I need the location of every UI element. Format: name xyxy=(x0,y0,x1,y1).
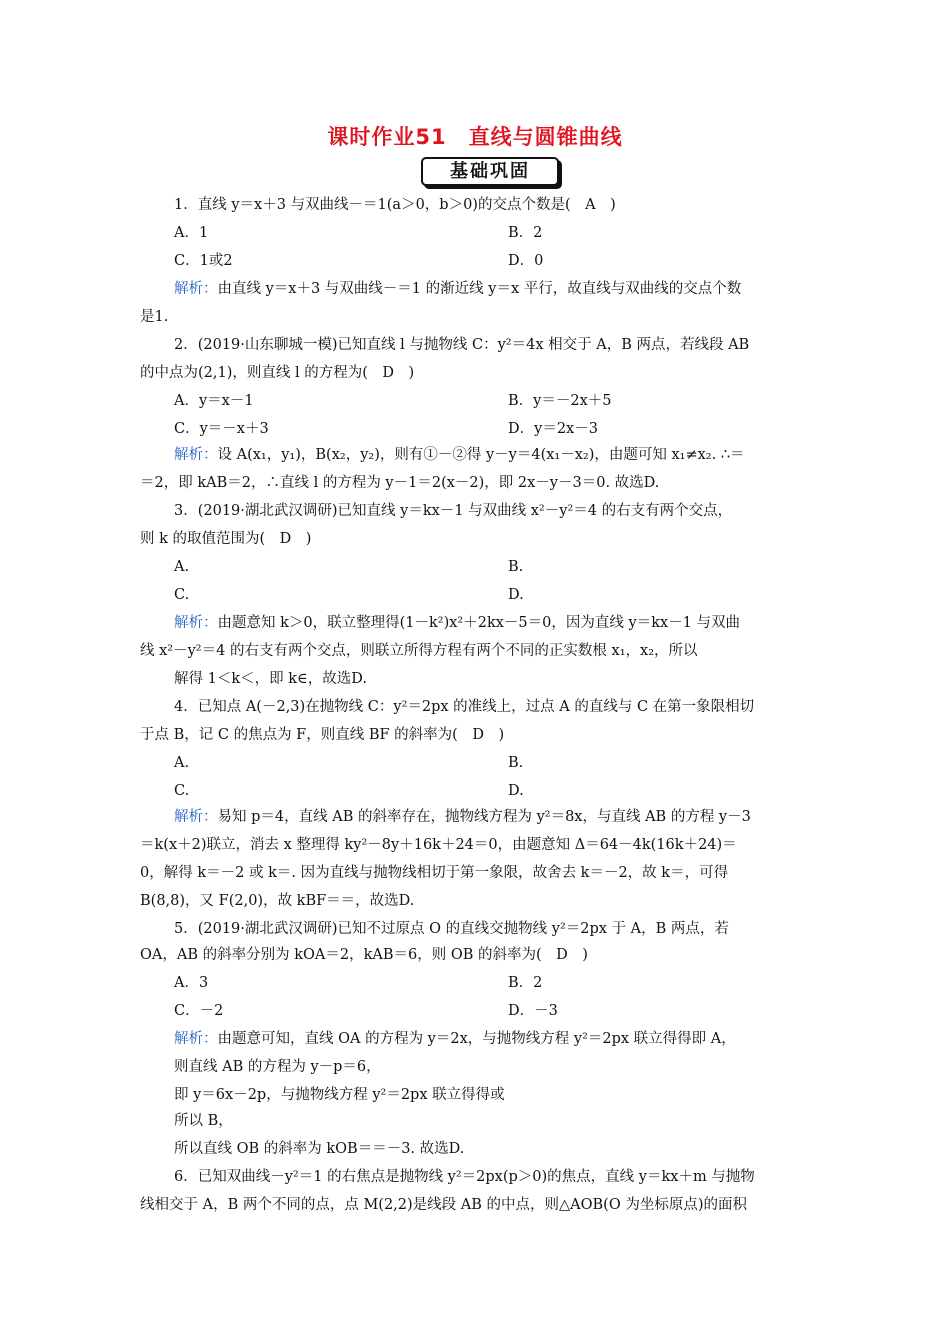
q5-option-b: B．2 xyxy=(508,975,543,991)
q3-stem-line-2: 则 k 的取值范围为( D ) xyxy=(140,531,312,547)
solution-text: 由题意可知，直线 OA 的方程为 y＝2x，与抛物线方程 y²＝2px 联立得得即 A， xyxy=(217,1031,736,1047)
q2-stem-line-1: 2．(2019·山东聊城一模)已知直线 l 与抛物线 C：y²＝4x 相交于 A，B 两点，若线段 AB xyxy=(174,337,750,353)
q4-solution-line-3: 0，解得 k＝－2 或 k＝. 因为直线与抛物线相切于第一象限，故舍去 k＝－2，故 k＝，可得 xyxy=(140,865,729,881)
q4-option-c: C. xyxy=(174,783,190,799)
q6-stem-line-1: 6．已知双曲线－y²＝1 的右焦点是抛物线 y²＝2px(p＞0)的焦点，直线 y＝kx＋m 与抛物 xyxy=(174,1169,755,1185)
q5-stem-line-1: 5．(2019·湖北武汉调研)已知不过原点 O 的直线交抛物线 y²＝2px 于 A，B 两点，若 xyxy=(174,921,729,937)
q1-option-b: B．2 xyxy=(508,225,543,241)
q2-solution-line-2: ＝2，即 kAB＝2，∴直线 l 的方程为 y－1＝2(x－2)，即 2x－y－3＝0. 故选D. xyxy=(140,475,660,491)
q3-option-d: D. xyxy=(508,587,524,603)
solution-text: 设 A(x₁，y₁)，B(x₂，y₂)，则有①－②得 y－y＝4(x₁－x₂)，由题可知 x₁≠x₂. ∴＝ xyxy=(217,447,745,463)
solution-label: 解析： xyxy=(174,809,218,825)
solution-label: 解析： xyxy=(174,281,218,297)
q3-solution-line-3: 解得 1＜k＜，即 k∈，故选D. xyxy=(174,671,367,687)
q2-option-a: A．y＝x－1 xyxy=(174,393,254,409)
q2-option-c: C．y＝－x＋3 xyxy=(174,421,269,437)
q4-option-a: A. xyxy=(174,755,190,771)
q4-solution-line-2: ＝k(x＋2)联立，消去 x 整理得 ky²－8y＋16k＋24＝0，由题意知 Δ＝64－4k(16k＋24)＝ xyxy=(140,837,737,853)
q1-solution-line-2: 是1. xyxy=(140,309,169,325)
q4-option-d: D. xyxy=(508,783,524,799)
q3-solution-line-2: 线 x²－y²＝4 的右支有两个交点，则联立所得方程有两个不同的正实数根 x₁，x₂，所以 xyxy=(140,643,698,659)
q4-solution-line-4: B(8,8)，又 F(2,0)，故 kBF＝＝，故选D. xyxy=(140,893,415,909)
q5-stem-line-2: OA，AB 的斜率分别为 kOA＝2，kAB＝6，则 OB 的斜率为( D ) xyxy=(140,947,588,963)
q5-solution-line-4: 所以 B， xyxy=(174,1113,233,1129)
q5-option-c: C．－2 xyxy=(174,1003,224,1019)
q1-option-a: A．1 xyxy=(174,225,209,241)
q5-option-a: A．3 xyxy=(174,975,209,991)
q2-solution-line-1 xyxy=(174,446,814,464)
q5-solution-line-3: 即 y＝6x－2p，与抛物线方程 y²＝2px 联立得得或 xyxy=(174,1087,505,1103)
q3-stem-line-1: 3．(2019·湖北武汉调研)已知直线 y＝kx－1 与双曲线 x²－y²＝4 的右支有两个交点， xyxy=(174,503,733,519)
q3-option-b: B. xyxy=(508,559,524,575)
q4-stem-line-1: 4．已知点 A(－2,3)在抛物线 C：y²＝2px 的准线上，过点 A 的直线与 C 在第一象限相切 xyxy=(174,699,755,715)
q5-solution-line-2: 则直线 AB 的方程为 y－p＝6， xyxy=(174,1059,381,1075)
q1-option-c: C．1或2 xyxy=(174,253,233,269)
q2-option-d: D．y＝2x－3 xyxy=(508,421,598,437)
solution-label: 解析： xyxy=(174,447,218,463)
page-title: 课时作业51 直线与圆锥曲线 xyxy=(327,125,623,149)
q3-solution-line-1 xyxy=(174,614,814,632)
q1-stem: 1．直线 y＝x＋3 与双曲线－＝1(a＞0，b＞0)的交点个数是( A ) xyxy=(174,197,616,213)
q4-option-b: B. xyxy=(508,755,524,771)
q2-stem-line-2: 的中点为(2,1)，则直线 l 的方程为( D ) xyxy=(140,365,415,381)
solution-label: 解析： xyxy=(174,615,218,631)
solution-label: 解析： xyxy=(174,1031,218,1047)
solution-text: 易知 p＝4，直线 AB 的斜率存在，抛物线方程为 y²＝8x，与直线 AB 的方程 y－3 xyxy=(217,809,751,825)
q2-option-b: B．y＝－2x＋5 xyxy=(508,393,612,409)
q3-option-c: C. xyxy=(174,587,190,603)
solution-text: 由题意知 k＞0，联立整理得(1－k²)x²＋2kx－5＝0，因为直线 y＝kx－1 与双曲 xyxy=(217,615,740,631)
q5-solution-line-5: 所以直线 OB 的斜率为 kOB＝＝－3. 故选D. xyxy=(174,1141,465,1157)
q6-stem-line-2: 线相交于 A，B 两个不同的点，点 M(2,2)是线段 AB 的中点，则△AOB(O 为坐标原点)的面积 xyxy=(140,1197,747,1213)
q4-stem-line-2: 于点 B，记 C 的焦点为 F，则直线 BF 的斜率为( D ) xyxy=(140,727,505,743)
q5-solution-line-1 xyxy=(174,1030,814,1048)
q4-solution-line-1 xyxy=(174,808,814,826)
q3-option-a: A. xyxy=(174,559,190,575)
solution-text: 由直线 y＝x＋3 与双曲线－＝1 的渐近线 y＝x 平行，故直线与双曲线的交点个数 xyxy=(217,281,742,297)
q1-option-d: D．0 xyxy=(508,253,544,269)
section-badge: 基础巩固 xyxy=(421,157,559,186)
q5-option-d: D．－3 xyxy=(508,1003,558,1019)
q1-solution-line-1 xyxy=(174,280,814,298)
